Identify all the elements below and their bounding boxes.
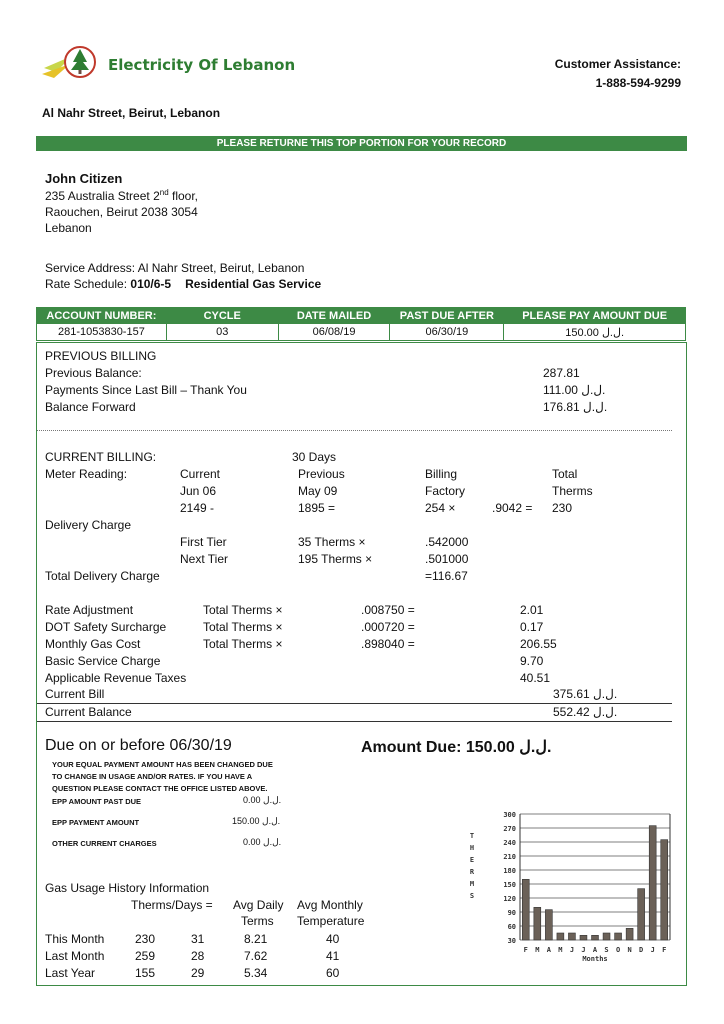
history-therms: 155 [135,966,156,980]
history-therms: 259 [135,949,156,963]
usage-bar [638,889,645,940]
account-table [36,307,686,341]
y-tick-label: 150 [503,881,516,889]
account-header-cell: PLEASE PAY AMOUNT DUE [504,308,686,324]
x-tick-label: F [523,946,528,954]
tier-therms: 195 Therms × [298,552,373,566]
adjust-basis: Total Therms × [203,620,283,634]
prev-row-value: 176.81 ل.ل. [543,400,608,414]
y-tick-label: 270 [503,825,516,833]
x-tick-label: M [558,946,563,954]
y-tick-label: 30 [507,937,516,945]
customer-name: John Citizen [45,171,123,186]
account-header-cell: PAST DUE AFTER [390,308,504,324]
meter-col: Therms [552,484,593,498]
amount-due-large: Amount Due: 150.00 ل.ل. [361,739,552,756]
history-header: Temperature [297,914,365,928]
adjust-basis: Total Therms × [203,603,283,617]
y-tick-label: 210 [503,853,516,861]
tier-rate: .501000 [425,552,469,566]
adjust-amount: 206.55 [520,637,557,651]
tier-therms: 35 Therms × [298,535,366,549]
date-mailed: 06/08/19 [278,324,390,341]
history-row-label: Last Month [45,949,105,963]
assistance-label: Customer Assistance: [554,57,681,71]
current-bill-label: Current Bill [45,687,105,701]
company-address: Al Nahr Street, Beirut, Lebanon [42,106,221,120]
billing-factor: .9042 = [492,501,533,515]
x-tick-label: D [639,946,644,954]
x-tick-label: A [592,946,598,954]
adjust-rate: .898040 = [361,637,415,651]
previous-billing-title: PREVIOUS BILLING [45,349,157,363]
amount-due: 150.00 ل.ل. [504,324,686,341]
usage-bar [545,910,552,940]
history-header: Terms [241,914,274,928]
x-tick-label: J [650,946,655,954]
x-axis-label: Months [582,955,608,963]
y-axis-label-letter: M [469,880,475,888]
meter-col: Previous [298,467,345,481]
taxes-value: 40.51 [520,671,551,685]
usage-bar [661,840,668,940]
basic-service-value: 9.70 [520,654,544,668]
account-number: 281-1053830-157 [37,324,167,341]
usage-bar [615,933,622,940]
meter-col: 230 [552,501,573,515]
x-tick-label: J [569,946,575,954]
history-avg-daily: 8.21 [244,932,268,946]
epp-value: 0.00 ل.ل. [243,795,282,805]
y-axis-label-letter: E [469,856,475,864]
usage-bar [522,879,529,940]
cycle: 03 [166,324,278,341]
account-header-cell: CYCLE [166,308,278,324]
meter-col: May 09 [298,484,338,498]
epp-value: 0.00 ل.ل. [243,837,282,847]
divider [37,430,672,431]
history-avg-temp: 41 [326,949,340,963]
history-avg-daily: 7.62 [244,949,268,963]
prev-row-value: 111.00 ل.ل. [543,383,606,397]
history-row-label: This Month [45,932,105,946]
delivery-charge-label: Delivery Charge [45,518,132,532]
x-tick-label: N [627,946,632,954]
prev-row-label: Balance Forward [45,400,136,414]
account-header-row [37,308,686,324]
current-balance-value: 552.42 ل.ل. [553,705,618,719]
past-due-after: 06/30/19 [390,324,504,341]
notice-line: TO CHANGE IN USAGE AND/OR RATES. IF YOU HAVE A [52,772,253,781]
current-bill-value: 375.61 ل.ل. [553,687,618,701]
epp-label: OTHER CURRENT CHARGES [52,839,157,848]
adjust-label: Monthly Gas Cost [45,637,141,651]
adjust-amount: 2.01 [520,603,544,617]
history-row-label: Last Year [45,966,96,980]
notice-line: QUESTION PLEASE CONTACT THE OFFICE LISTED ABOVE. [52,784,268,793]
history-days: 31 [191,932,205,946]
usage-bar [568,933,575,940]
usage-bar [649,826,656,940]
y-axis-label-letter: R [469,868,475,876]
basic-service-label: Basic Service Charge [45,654,161,668]
usage-bar [603,933,610,940]
x-tick-label: F [662,946,667,954]
cedar-logo-icon [42,38,106,86]
y-axis-label-letter: H [469,844,475,852]
service-address: Service Address: Al Nahr Street, Beirut, Lebanon [45,261,305,275]
banner: PLEASE RETURNE THIS TOP PORTION FOR YOUR RECORD [36,136,687,151]
prev-row-label: Payments Since Last Bill – Thank You [45,383,247,397]
account-header-cell: DATE MAILED [278,308,390,324]
current-billing-title: CURRENT BILLING: [45,450,157,464]
usage-bar [592,935,599,940]
rate-schedule: Rate Schedule: 010/6-5 Residential Gas Service [45,277,322,291]
x-tick-label: A [546,946,551,954]
history-therms: 230 [135,932,156,946]
y-tick-label: 240 [503,839,516,847]
tier-label: First Tier [180,535,227,549]
usage-bar [580,935,587,940]
adjust-amount: 0.17 [520,620,544,634]
adjust-rate: .008750 = [361,603,415,617]
history-avg-temp: 60 [326,966,340,980]
history-title: Gas Usage History Information [45,881,210,895]
meter-col: 1895 = [298,501,336,515]
history-avg-daily: 5.34 [244,966,268,980]
meter-col: Current [180,467,221,481]
customer-address-line1: 235 Australia Street 2nd floor, [45,188,199,203]
meter-col: Total [552,467,578,481]
history-header: Avg Monthly [297,898,363,912]
adjust-label: Rate Adjustment [45,603,134,617]
total-delivery-value: =116.67 [425,569,468,583]
history-avg-temp: 40 [326,932,340,946]
y-tick-label: 180 [503,867,516,875]
assistance-phone: 1-888-594-9299 [595,76,681,90]
due-date: Due on or before 06/30/19 [45,737,232,754]
tier-label: Next Tier [180,552,229,566]
y-tick-label: 90 [507,909,516,917]
total-delivery-label: Total Delivery Charge [45,569,160,583]
x-tick-label: S [604,946,609,954]
current-balance-label: Current Balance [45,705,132,719]
adjust-label: DOT Safety Surcharge [45,620,167,634]
tier-rate: .542000 [425,535,469,549]
history-header: Avg Daily [233,898,284,912]
usage-bar [626,928,633,940]
billing-days: 30 Days [292,450,337,464]
account-value-row [37,324,686,341]
meter-col: Jun 06 [180,484,217,498]
divider [37,703,672,704]
y-axis-label-letter: S [469,892,475,900]
company-name: Electricity Of Lebanon [108,56,296,74]
history-header: Therms/Days = [131,898,213,912]
meter-col: 254 × [425,501,456,515]
company-logo [42,38,106,86]
history-days: 29 [191,966,205,980]
adjust-basis: Total Therms × [203,637,283,651]
x-tick-label: M [535,946,540,954]
customer-address-line2: Raouchen, Beirut 2038 3054 [45,205,198,219]
customer-address-line3: Lebanon [45,221,92,235]
y-axis-label-letter: T [469,832,475,840]
epp-label: EPP AMOUNT PAST DUE [52,797,142,806]
epp-label: EPP PAYMENT AMOUNT [52,818,140,827]
taxes-label: Applicable Revenue Taxes [45,671,187,685]
usage-chart [460,808,678,970]
prev-row-value: 287.81 [543,366,580,380]
y-tick-label: 300 [503,811,516,819]
meter-col: Factory [425,484,466,498]
prev-row-label: Previous Balance: [45,366,142,380]
meter-col: Billing [425,467,458,481]
epp-value: 150.00 ل.ل. [232,816,281,826]
notice-line: YOUR EQUAL PAYMENT AMOUNT HAS BEEN CHANGED DUE [52,760,273,769]
x-tick-label: J [581,946,586,954]
meter-col: 2149 - [180,501,215,515]
usage-bar [557,933,564,940]
x-tick-label: O [615,946,621,954]
adjust-rate: .000720 = [361,620,415,634]
y-tick-label: 120 [503,895,516,903]
y-tick-label: 60 [507,923,516,931]
divider [37,721,672,722]
history-days: 28 [191,949,205,963]
usage-bar [534,907,541,940]
account-header-cell: ACCOUNT NUMBER: [37,308,167,324]
meter-reading-label: Meter Reading: [45,467,128,481]
